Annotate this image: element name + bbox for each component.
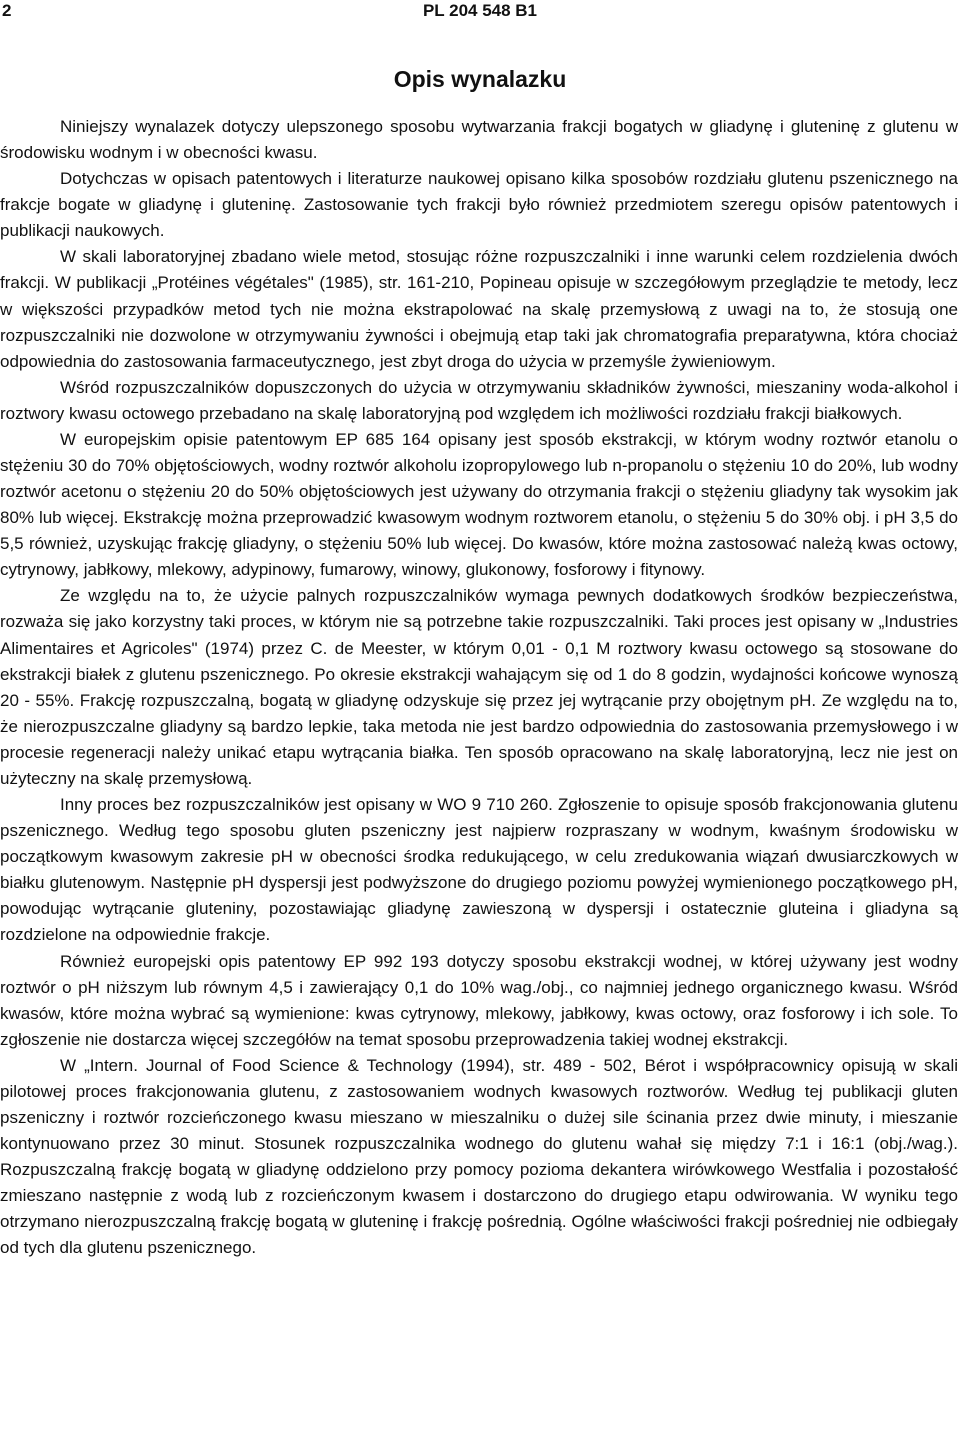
page-header [0,0,960,26]
paragraph-1: Niniejszy wynalazek dotyczy ulepszonego sposobu wytwarzania frakcji bogatych w gliadynę i gluteninę z glutenu w środowisku wodnym i w obecności kwasu. [0,117,958,163]
paragraph-3: W skali laboratoryjnej zbadano wiele metod, stosując różne rozpuszczalniki i inne warunki celem rozdzielenia dwóch frakcji. W publikacji „Protéines végétales" (1985), str. 161-210, Popineau opisuje w szczegółowym przeglądzie te metody, lecz w większości przypadków metod tych nie można ekstrapolować na skalę przemysłową z uwagi na to, że stosują one rozpuszczalniki nie dozwolone w otrzymywaniu żywności i obejmują etap taki jak chromatografia preparatywna, która chociaż odpowiednia do zastosowania farmaceutycznego, jest zbyt droga do użycia w przemyśle żywieniowym. [0,247,958,371]
paragraph-8: Również europejski opis patentowy EP 992 193 dotyczy sposobu ekstrakcji wodnej, w której używany jest wodny roztwór o pH niższym lub równym 4,5 i zawierający 0,1 do 10% wag./obj., co najmniej jednego organicznego kwasu. Wśród kwasów, które można wybrać są wymienione: kwas cytrynowy, mlekowy, jabłkowy, kwas octowy, oraz fosforowy i ich sole. To zgłoszenie nie dostarcza więcej szczegółów na temat sposobu przeprowadzenia takiej wodnej ekstrakcji. [0,951,958,1049]
paragraph-4: Wśród rozpuszczalników dopuszczonych do użycia w otrzymywaniu składników żywności, mieszaniny woda-alkohol i roztwory kwasu octowego przebadano na skalę laboratoryjną pod względem ich możliwości rozdziału frakcji białkowych. [0,377,958,423]
paragraph-2: Dotychczas w opisach patentowych i literaturze naukowej opisano kilka sposobów rozdziału glutenu pszenicznego na frakcje bogate w gliadynę i gluteninę. Zastosowanie tych frakcji było również przedmiotem szeregu opisów patentowych i publikacji naukowych. [0,169,958,241]
description-body [0,114,958,1261]
paragraph-6: Ze względu na to, że użycie palnych rozpuszczalników wymaga pewnych dodatkowych środków bezpieczeństwa, rozważa się jako korzystny taki proces, w którym nie są potrzebne takie rozpuszczalniki. Taki proces jest opisany w „Industries Alimentaires et Agricoles" (1974) przez C. de Meester, w którym 0,01 - 0,1 M roztwory kwasu octowego są stosowane do ekstrakcji białek z glutenu pszenicznego. Po okresie ekstrakcji wahającym się od 1 do 8 godzin, wydajności końcowe wynoszą 20 - 55%. Frakcję rozpuszczalną, bogatą w gliadynę odzyskuje się przez jej wytrącanie przy obojętnym pH. Ze względu na to, że nierozpuszczalne gliadyny są bardzo lepkie, taka metoda nie jest bardzo odpowiednia do zastosowania przemysłowego i w procesie regeneracji należy unikać etapu wytrącania białka. Ten sposób opracowano na skalę laboratoryjną, lecz nie jest on użyteczny na skalę przemysłową. [0,586,958,788]
patent-number: PL 204 548 B1 [422,1,538,20]
paragraph-7: Inny proces bez rozpuszczalników jest opisany w WO 9 710 260. Zgłoszenie to opisuje sposób frakcjonowania glutenu pszenicznego. Według tego sposobu gluten pszeniczny jest najpierw rozpraszany w wodnym, kwaśnym środowisku w początkowym kwasowym zakresie pH w obecności środka redukującego, w celu zredukowania wiązań dwusiarczkowych w białku glutenowym. Następnie pH dyspersji jest podwyższone do drugiego poziomu powyżej wymienionego początkowego pH, powodując wytrącanie gluteniny, pozostawiając gliadynę zawieszoną w dyspersji i ostatecznie gluteina i gliadyna są rozdzielone na odpowiednie frakcje. [0,795,958,945]
page-title: Opis wynalazku [393,66,567,92]
paragraph-9: W „Intern. Journal of Food Science & Technology (1994), str. 489 - 502, Bérot i współpracownicy opisują w skali pilotowej proces frakcjonowania glutenu, z zastosowaniem wodnych kwasowych roztworów. Według tej publikacji gluten pszeniczny i roztwór rozcieńczonego kwasu mieszano w mieszalniku o dużej sile ścinania przez dwie minuty, i mieszanie kontynuowano przez 30 minut. Stosunek rozpuszczalnika wodnego do glutenu wahał się między 7:1 i 16:1 (obj./wag.). Rozpuszczalną frakcję bogatą w gliadynę oddzielono przy pomocy pozioma dekantera wirówkowego Westfalia i pozostałość zmieszano następnie z wodą lub z rozcieńczonym kwasem i dostarczono do drugiego etapu odwirowania. W wyniku tego otrzymano nierozpuszczalną frakcję bogatą w gluteninę i frakcję pośrednią. Ogólne właściwości frakcji pośredniej nie odbiegały od tych dla glutenu pszenicznego. [0,1055,958,1258]
page-number: 2 [2,1,12,20]
paragraph-5: W europejskim opisie patentowym EP 685 164 opisany jest sposób ekstrakcji, w którym wodny roztwór etanolu o stężeniu 30 do 70% objętościowych, wodny roztwór alkoholu izopropylowego lub n-propanolu o stężeniu 10 do 20%, lub wodny roztwór acetonu o stężeniu 20 do 50% objętościowych jest używany do otrzymania frakcji o stężeniu gliadyny tak wysokim jak 80% lub więcej. Ekstrakcję można przeprowadzić kwasowym wodnym roztworem etanolu, o stężeniu 5 do 30% obj. i pH 3,5 do 5,5 również, uzyskując frakcję gliadyny, o stężeniu 50% lub więcej. Do kwasów, które można zastosować należą kwas octowy, cytrynowy, jabłkowy, mlekowy, adypinowy, fumarowy, winowy, glukonowy, fosforowy i fitynowy. [0,429,958,580]
